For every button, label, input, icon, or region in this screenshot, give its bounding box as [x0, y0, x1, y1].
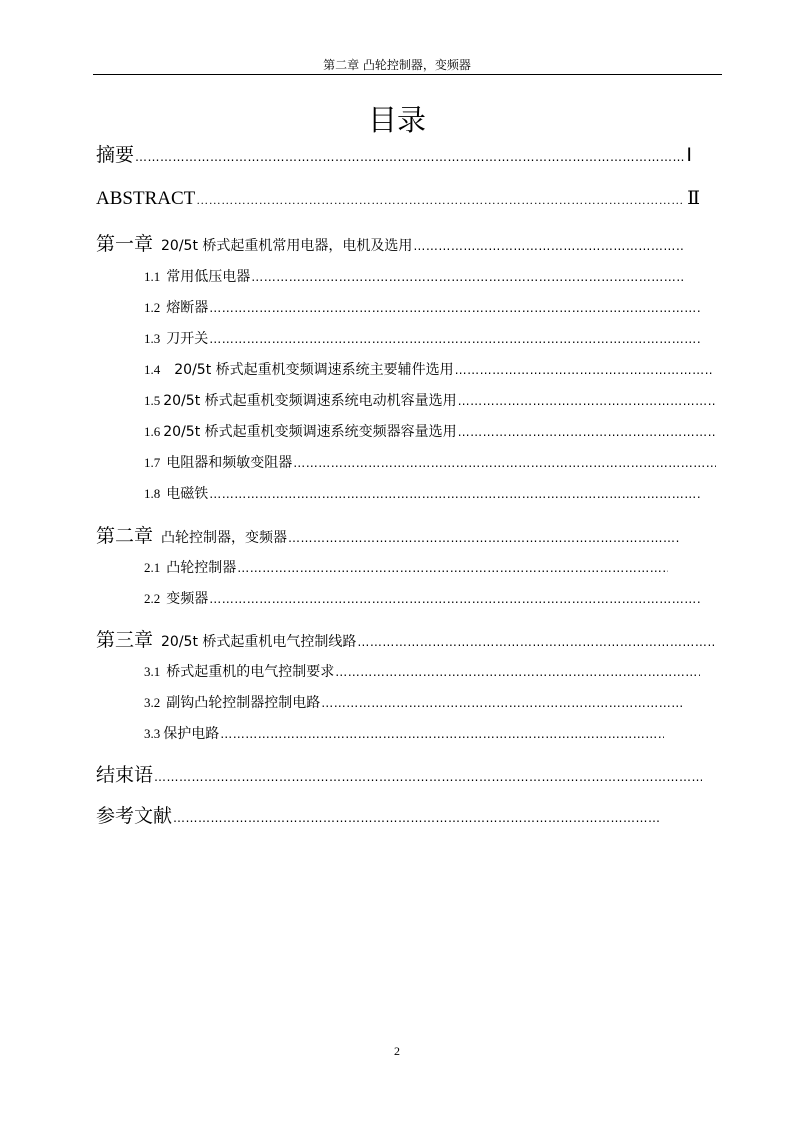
- toc-leader: [335, 665, 700, 679]
- toc-leader: [209, 592, 700, 606]
- toc-leader: [154, 770, 702, 784]
- footer-page-number: 2: [394, 1044, 400, 1058]
- toc-leader: [220, 727, 664, 741]
- toc-entry-chapter-3[interactable]: [96, 625, 714, 652]
- toc-label: 电阻器和频敏变阻器: [166, 455, 293, 471]
- toc-entry-abstract-en[interactable]: [96, 187, 700, 210]
- toc-leader: [196, 193, 685, 208]
- toc-label: 熔断器: [166, 300, 209, 316]
- toc-label: 20/5t 桥式起重机常用电器，电机及选用: [161, 238, 413, 254]
- toc-page-number: I: [686, 144, 692, 166]
- toc-label: 参考文献: [96, 805, 173, 827]
- toc-label: 桥式起重机的电气控制要求: [166, 664, 335, 680]
- toc-label: 凸轮控制器，变频器: [161, 530, 288, 546]
- toc-entry-section-1-8[interactable]: [144, 483, 700, 503]
- running-header: 第二章 凸轮控制器，变频器: [323, 58, 471, 72]
- toc-leader: [458, 425, 716, 439]
- toc-leader: [357, 635, 714, 649]
- toc-section-number: 1.4: [144, 362, 161, 377]
- toc-entry-references[interactable]: [96, 801, 660, 828]
- toc-label: 电磁铁: [166, 486, 209, 502]
- toc-section-number: 3.3: [144, 726, 161, 741]
- toc-section-number: 1.6: [144, 424, 161, 439]
- toc-leader: [251, 270, 684, 284]
- toc-label: 20/5t 桥式起重机电气控制线路: [161, 634, 357, 650]
- toc-label: 刀开关: [166, 331, 209, 347]
- toc-entry-section-1-1[interactable]: [144, 266, 684, 286]
- toc-leader: [293, 456, 716, 470]
- toc-label: 变频器: [166, 591, 209, 607]
- toc-leader: [237, 561, 668, 575]
- toc-chapter-prefix: 第一章: [96, 233, 154, 255]
- toc-leader: [135, 150, 684, 164]
- toc-label: 20/5t 桥式起重机变频调速系统电动机容量选用: [163, 393, 457, 409]
- toc-leader: [209, 487, 700, 501]
- toc-section-number: 1.5: [144, 393, 161, 408]
- header-rule: [93, 74, 722, 75]
- toc-leader: [458, 394, 716, 408]
- toc-leader: [288, 531, 680, 545]
- toc-section-number: 1.7: [144, 455, 161, 470]
- toc-section-number: 1.8: [144, 486, 161, 501]
- toc-label: ABSTRACT: [96, 188, 196, 209]
- toc-entry-section-1-7[interactable]: [144, 452, 716, 472]
- toc-leader: [455, 363, 712, 377]
- toc-section-number: 3.2: [144, 695, 161, 710]
- toc-section-number: 1.2: [144, 300, 161, 315]
- toc-entry-chapter-2[interactable]: [96, 521, 680, 548]
- toc-entry-abstract-cn[interactable]: [96, 140, 692, 167]
- toc-leader: [209, 301, 700, 315]
- toc-label: 20/5t 桥式起重机变频调速系统主要辅件选用: [174, 362, 454, 378]
- toc-label: 结束语: [96, 764, 154, 786]
- toc-section-number: 3.1: [144, 664, 161, 679]
- toc-section-number: 1.1: [144, 269, 161, 284]
- toc-label: 常用低压电器: [166, 269, 251, 285]
- toc-label: 凸轮控制器: [166, 560, 237, 576]
- toc-entry-section-3-2[interactable]: [144, 692, 684, 712]
- toc-entry-section-1-4[interactable]: [144, 359, 712, 379]
- toc-entry-conclusion[interactable]: [96, 760, 702, 787]
- toc-section-number: 1.3: [144, 331, 161, 346]
- toc-label: 副钩凸轮控制器控制电路: [166, 695, 321, 711]
- toc-label: 保护电路: [163, 726, 220, 742]
- toc-entry-chapter-1[interactable]: [96, 229, 684, 256]
- toc-label: 20/5t 桥式起重机变频调速系统变频器容量选用: [163, 424, 457, 440]
- toc-chapter-prefix: 第二章: [96, 525, 154, 547]
- toc-entry-section-2-1[interactable]: [144, 557, 668, 577]
- toc-chapter-prefix: 第三章: [96, 629, 154, 651]
- page-title: 目录: [367, 103, 426, 137]
- toc-entry-section-3-3[interactable]: [144, 723, 664, 743]
- toc-leader: [413, 239, 684, 253]
- toc-section-number: 2.1: [144, 560, 161, 575]
- toc-label: 摘要: [96, 144, 135, 166]
- toc-entry-section-2-2[interactable]: [144, 588, 700, 608]
- toc-entry-section-1-2[interactable]: [144, 297, 700, 317]
- toc-leader: [321, 696, 684, 710]
- toc-entry-section-1-5[interactable]: [144, 390, 716, 410]
- toc-entry-section-1-3[interactable]: [144, 328, 700, 348]
- toc-leader: [209, 332, 700, 346]
- toc-section-number: 2.2: [144, 591, 161, 606]
- toc-page-number: Ⅱ: [687, 188, 700, 209]
- toc-leader: [173, 811, 660, 825]
- toc-entry-section-1-6[interactable]: [144, 421, 716, 441]
- toc-entry-section-3-1[interactable]: [144, 661, 700, 681]
